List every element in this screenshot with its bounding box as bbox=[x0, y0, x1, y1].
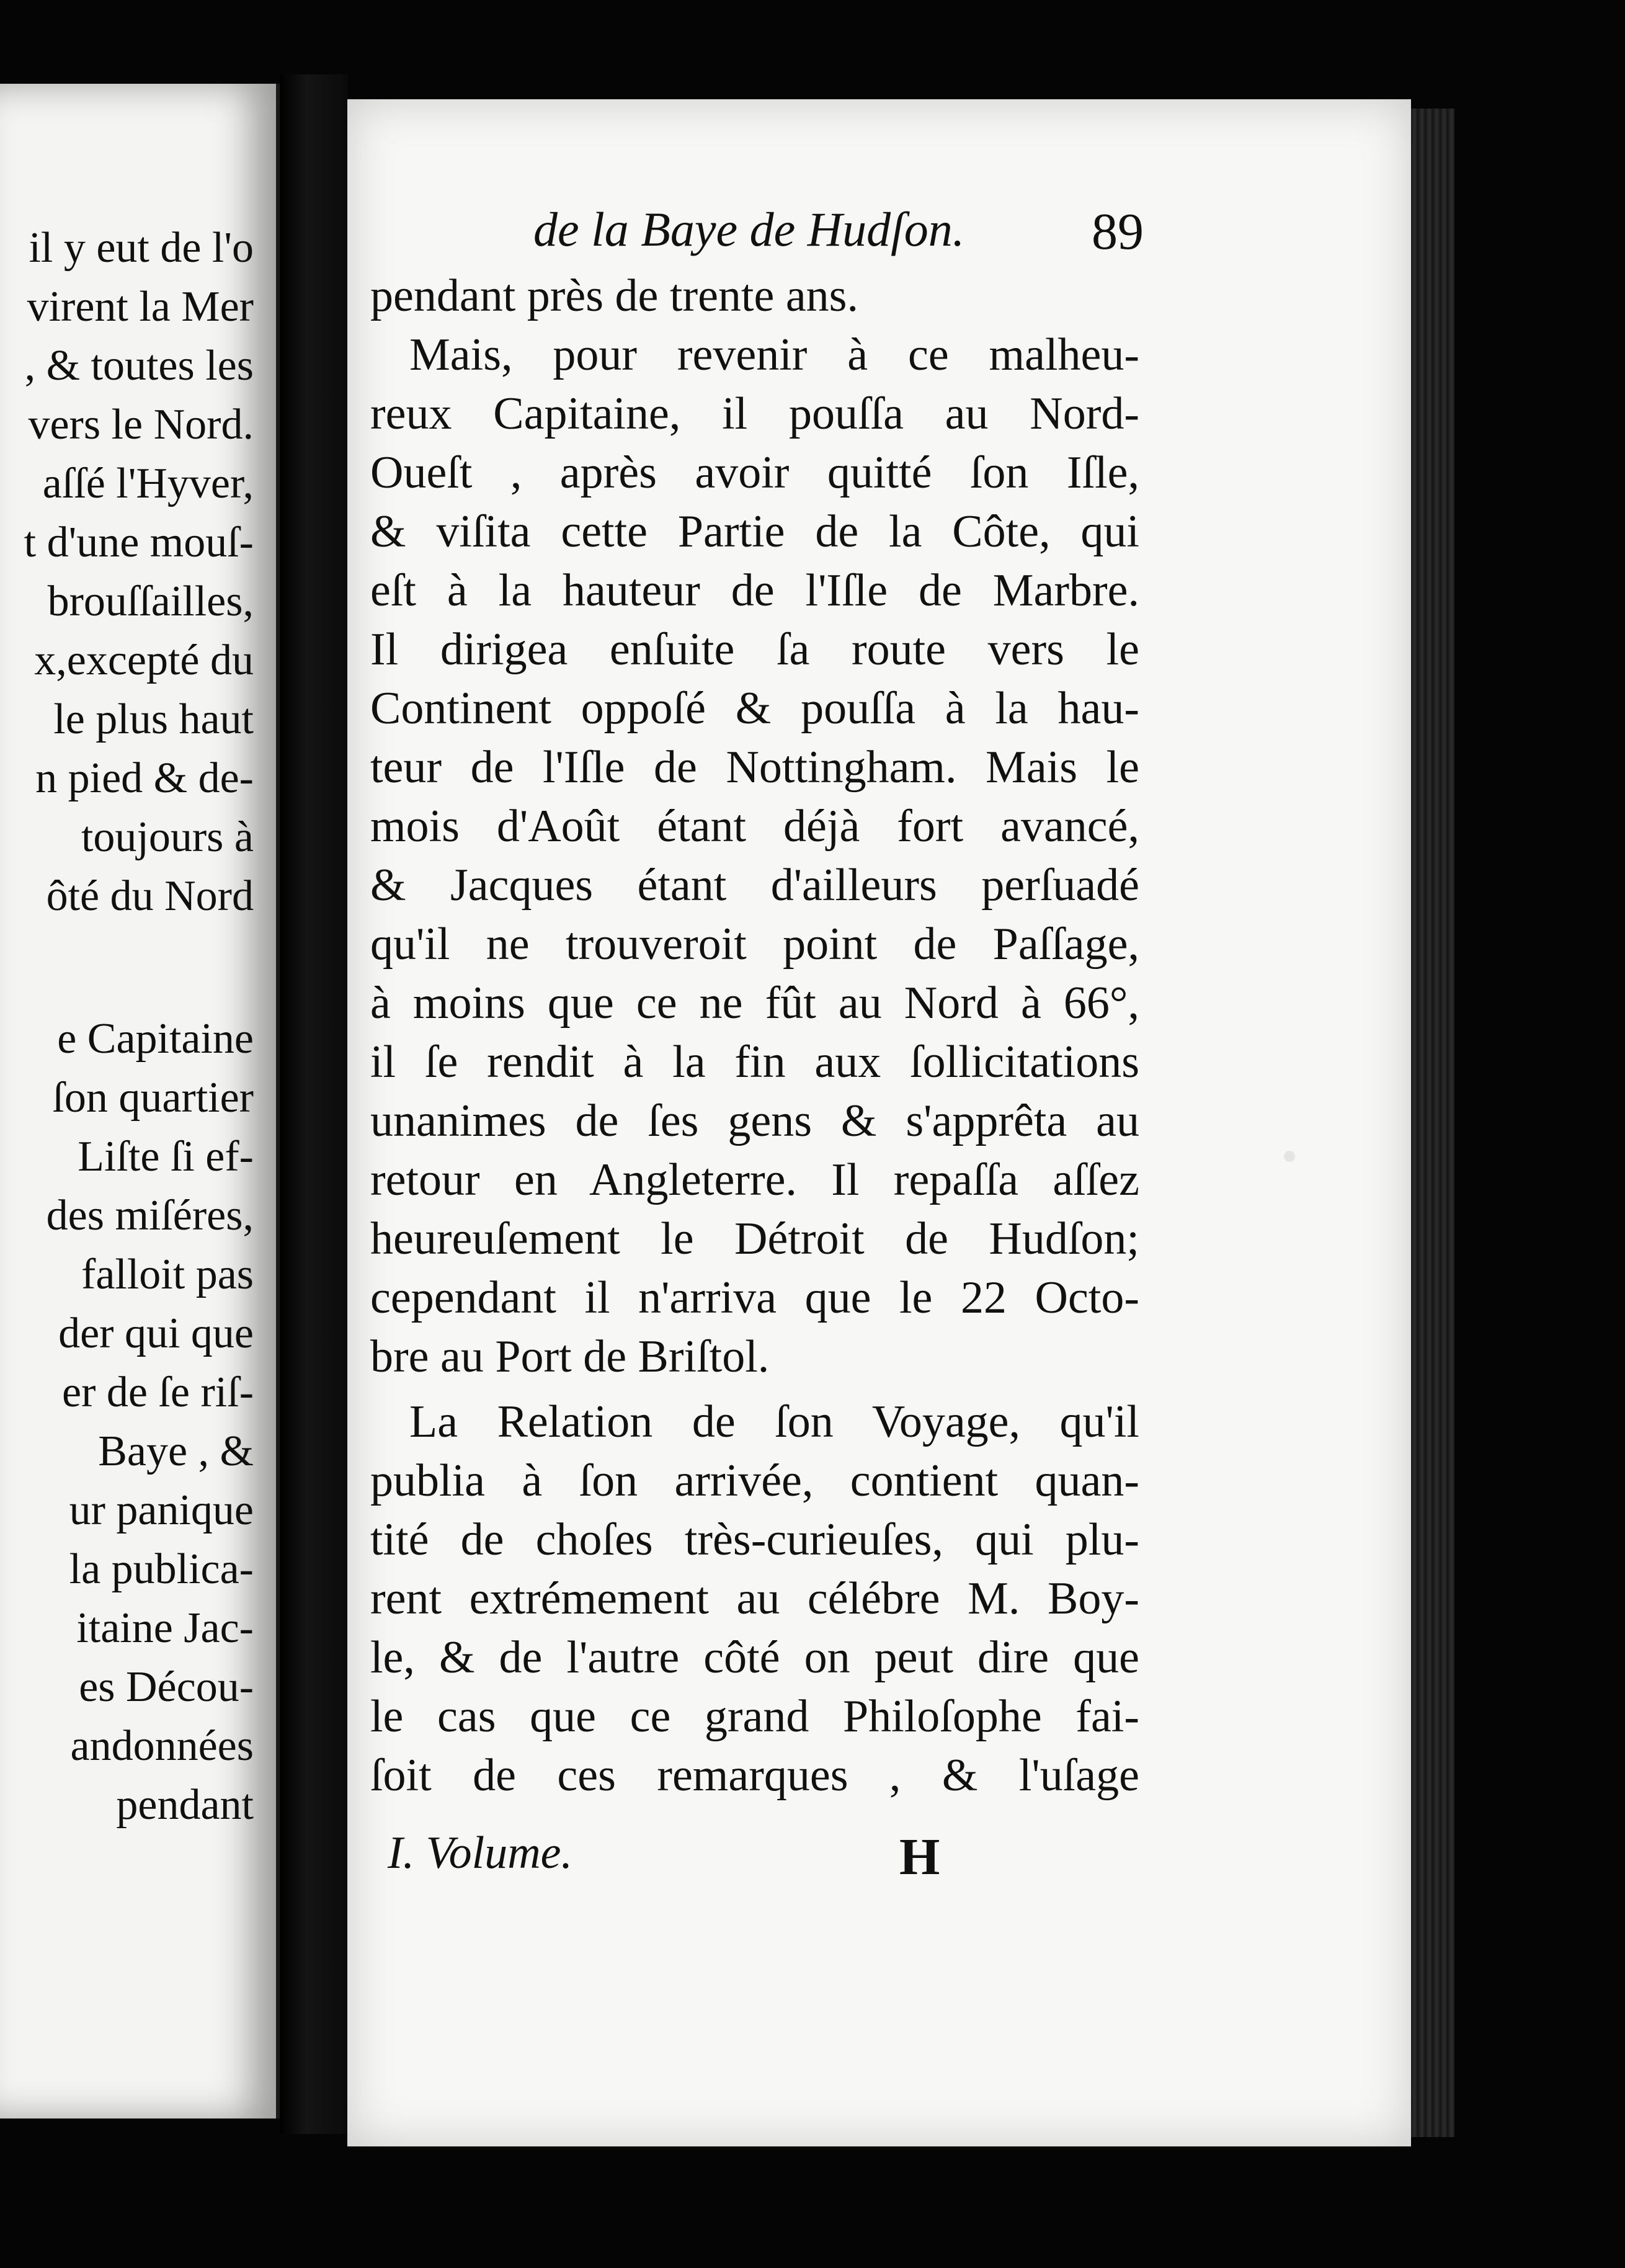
facing-line: t d'une mouſ- bbox=[24, 519, 254, 566]
facing-line: brouſſailles, bbox=[47, 578, 254, 625]
facing-line: des miſéres, bbox=[46, 1192, 254, 1239]
facing-line: vers le Nord. bbox=[28, 401, 254, 449]
book-gutter bbox=[280, 74, 348, 2134]
text-line: à moins que ce ne fût au Nord à 66°, bbox=[370, 978, 1139, 1029]
signature-mark: I. Volume. bbox=[388, 1828, 572, 1878]
facing-line: il y eut de l'o bbox=[29, 224, 254, 272]
text-line: tité de choſes très-curieuſes, qui plu- bbox=[370, 1514, 1139, 1565]
text-line: cependant il n'arriva que le 22 Octo- bbox=[370, 1272, 1139, 1323]
facing-line: ur panique bbox=[69, 1486, 254, 1534]
text-line: reux Capitaine, il pouſſa au Nord- bbox=[370, 388, 1139, 439]
facing-line: aſſé l'Hyver, bbox=[42, 460, 254, 507]
text-line: Il dirigea enſuite ſa route vers le bbox=[370, 624, 1139, 675]
text-line: Continent oppoſé & pouſſa à la hau- bbox=[370, 683, 1139, 734]
page-edge bbox=[1411, 109, 1454, 2137]
facing-line: le plus haut bbox=[53, 695, 254, 743]
facing-line: la publica- bbox=[69, 1545, 254, 1593]
text-line: & viſita cette Partie de la Côte, qui bbox=[370, 506, 1139, 557]
text-line: mois d'Août étant déjà fort avancé, bbox=[370, 801, 1139, 852]
text-line: il ſe rendit à la fin aux ſollicitations bbox=[370, 1037, 1139, 1087]
facing-line: e Capitaine bbox=[57, 1015, 254, 1063]
facing-line: falloit pas bbox=[81, 1251, 254, 1298]
text-line: Oueſt , après avoir quitté ſon Iſle, bbox=[370, 447, 1139, 498]
facing-line: er de ſe riſ- bbox=[62, 1368, 254, 1416]
text-line: le, & de l'autre côté on peut dire que bbox=[370, 1632, 1139, 1683]
facing-line: ſon quartier bbox=[52, 1074, 254, 1122]
facing-page bbox=[0, 84, 280, 2118]
facing-line: toujours à bbox=[81, 813, 254, 861]
facing-line: Baye , & bbox=[98, 1427, 254, 1475]
facing-line: andonnées bbox=[70, 1722, 254, 1770]
text-line: ſoit de ces remarques , & l'uſage bbox=[370, 1750, 1139, 1801]
facing-line: , & toutes les bbox=[24, 342, 254, 390]
facing-line: pendant bbox=[116, 1781, 254, 1829]
text-line: publia à ſon arrivée, contient quan- bbox=[370, 1455, 1139, 1506]
facing-line: itaine Jac- bbox=[76, 1604, 254, 1652]
catchword: H bbox=[899, 1828, 940, 1886]
facing-line: virent la Mer bbox=[27, 283, 254, 331]
text-line: heureuſement le Détroit de Hudſon; bbox=[370, 1213, 1139, 1264]
text-line: eſt à la hauteur de l'Iſle de Marbre. bbox=[370, 565, 1139, 616]
text-line: retour en Angleterre. Il repaſſa aſſez bbox=[370, 1154, 1139, 1205]
text-line: bre au Port de Briſtol. bbox=[370, 1331, 770, 1382]
facing-line: x,excepté du bbox=[34, 636, 254, 684]
text-line: teur de l'Iſle de Nottingham. Mais le bbox=[370, 742, 1139, 793]
text-line: Mais, pour revenir à ce malheu- bbox=[409, 329, 1139, 380]
text-line: La Relation de ſon Voyage, qu'il bbox=[409, 1396, 1139, 1447]
facing-line: Liſte ſi ef- bbox=[78, 1133, 254, 1181]
film-speck bbox=[1284, 1151, 1295, 1162]
text-line: pendant près de trente ans. bbox=[370, 270, 858, 321]
facing-line: der qui que bbox=[58, 1310, 254, 1357]
facing-line: n pied & de- bbox=[35, 754, 254, 802]
text-line: qu'il ne trouveroit point de Paſſage, bbox=[370, 919, 1139, 970]
text-line: le cas que ce grand Philoſophe fai- bbox=[370, 1691, 1139, 1742]
page-number: 89 bbox=[1092, 203, 1144, 261]
text-line: & Jacques étant d'ailleurs perſuadé bbox=[370, 860, 1139, 911]
facing-line: es Décou- bbox=[79, 1663, 254, 1711]
running-head: de la Baye de Hudſon. bbox=[533, 202, 965, 256]
text-line: rent extrémement au célébre M. Boy- bbox=[370, 1573, 1139, 1624]
text-line: unanimes de ſes gens & s'apprêta au bbox=[370, 1096, 1139, 1146]
facing-line: ôté du Nord bbox=[46, 872, 254, 920]
